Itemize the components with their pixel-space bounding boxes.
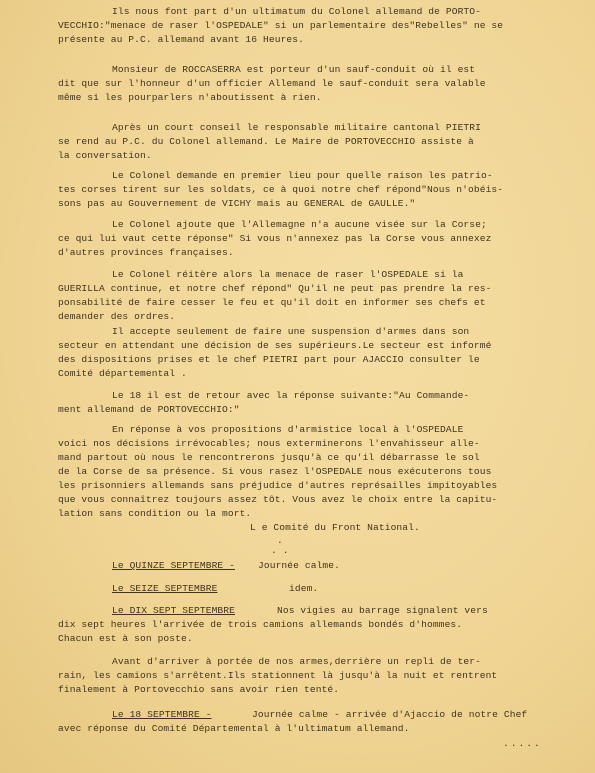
text-line: Le 18 il est de retour avec la réponse suivante:"Au Commande- bbox=[112, 390, 470, 401]
text-line: idem. bbox=[289, 583, 319, 594]
text-line: voici nos décisions irrévocables; nous exterminerons l'envahisseur alle- bbox=[58, 438, 480, 449]
text-line: Après un court conseil le responsable militaire cantonal PIETRI bbox=[112, 122, 482, 133]
signature: L e Comité du Front National. bbox=[250, 522, 420, 533]
text-line: ment allemand de PORTOVECCHIO:" bbox=[58, 404, 240, 415]
text-line: Comité départemental . bbox=[58, 368, 187, 379]
entry-date-label: Le QUINZE SEPTEMBRE - bbox=[112, 560, 236, 571]
text-line: ce qui lui vaut cette réponse" Si vous n'annexez pas la Corse vous annexez bbox=[58, 233, 492, 244]
text-line: Journée calme - arrivée d'Ajaccio de notre Chef bbox=[252, 709, 528, 720]
text-line: de la Corse de sa présence. Si vous rasez l'OSPEDALE nous exécuterons tous bbox=[58, 466, 492, 477]
text-line: Le Colonel ajoute que l'Allemagne n'a aucune visée sur la Corse; bbox=[112, 219, 487, 230]
text-line: avec réponse du Comité Départemental à l'ultimatum allemand. bbox=[58, 723, 410, 734]
entry-date-label: Le 18 SEPTEMBRE - bbox=[112, 709, 212, 720]
text-line: dit que sur l'honneur d'un officier Allemand le sauf-conduit sera valable bbox=[58, 78, 486, 89]
text-line: demander des ordres. bbox=[58, 311, 176, 322]
text-line: se rend au P.C. du Colonel allemand. Le Maire de PORTOVECCHIO assiste à bbox=[58, 136, 474, 147]
text-line: Il accepte seulement de faire une suspension d'armes dans son bbox=[112, 326, 470, 337]
text-line: les prisonniers allemands sans préjudice d'autres représailles impitoyables bbox=[58, 480, 498, 491]
text-line: rain, les camions s'arrêtent.Ils stationnent là jusqu'à la nuit et rentrent bbox=[58, 670, 498, 681]
text-line: Journée calme. bbox=[258, 560, 341, 571]
text-line: Le Colonel demande en premier lieu pour quelle raison les patrio- bbox=[112, 170, 493, 181]
text-line: secteur en attendant une décision de ses supérieurs.Le secteur est informé bbox=[58, 340, 492, 351]
text-line: Chacun est à son poste. bbox=[58, 633, 193, 644]
text-line: mand partout où nous le rencontrerons jusqu'à ce qu'il débarrasse le sol bbox=[58, 452, 480, 463]
text-line: GUERILLA continue, et notre chef répond" Qu'il ne peut pas prendre la res- bbox=[58, 283, 492, 294]
text-line: lation sans condition ou la mort. bbox=[58, 508, 252, 519]
text-line: même si les pourparlers n'aboutissent à rien. bbox=[58, 92, 322, 103]
text-line: finalement à Portovecchio sans avoir rien tenté. bbox=[58, 684, 340, 695]
text-line: Ils nous font part d'un ultimatum du Colonel allemand de PORTO- bbox=[112, 6, 482, 17]
text-line: VECCHIO:"menace de raser l'OSPEDALE" si un parlementaire des"Rebelles" ne se bbox=[58, 20, 504, 31]
text-line: Monsieur de ROCCASERRA est porteur d'un sauf-conduit où il est bbox=[112, 64, 476, 75]
separator-dots: . . bbox=[271, 545, 289, 556]
text-line: ponsabilité de faire cesser le feu et qu'il doit en informer ses chefs et bbox=[58, 297, 486, 308]
entry-date-label: Le SEIZE SEPTEMBRE bbox=[112, 583, 218, 594]
text-line: Avant d'arriver à portée de nos armes,derrière un repli de ter- bbox=[112, 656, 482, 667]
text-line: présente au P.C. allemand avant 16 Heures. bbox=[58, 34, 305, 45]
text-line: que vous connaîtrez toujours assez tôt. Vous avez le choix entre la capitu- bbox=[58, 494, 498, 505]
text-line: des dispositions prises et le chef PIETRI part pour AJACCIO consulter le bbox=[58, 354, 480, 365]
separator-dot: . bbox=[277, 535, 283, 546]
entry-date-label: Le DIX SEPT SEPTEMBRE bbox=[112, 605, 236, 616]
continuation-dots: ..... bbox=[503, 738, 542, 749]
text-line: dix sept heures l'arrivée de trois camions allemands bondés d'hommes. bbox=[58, 619, 463, 630]
text-line: Le Colonel réitère alors la menace de raser l'OSPEDALE si la bbox=[112, 269, 464, 280]
text-line: tes corses tirent sur les soldats, ce à quoi notre chef répond"Nous n'obéis- bbox=[58, 184, 504, 195]
text-line: sons pas au Gouvernement de VICHY mais au GENERAL de GAULLE." bbox=[58, 198, 416, 209]
text-line: la conversation. bbox=[58, 150, 152, 161]
text-line: d'autres provinces françaises. bbox=[58, 247, 234, 258]
text-line: En réponse à vos propositions d'armistice local à l'OSPEDALE bbox=[112, 424, 464, 435]
text-line: Nos vigies au barrage signalent vers bbox=[277, 605, 488, 616]
